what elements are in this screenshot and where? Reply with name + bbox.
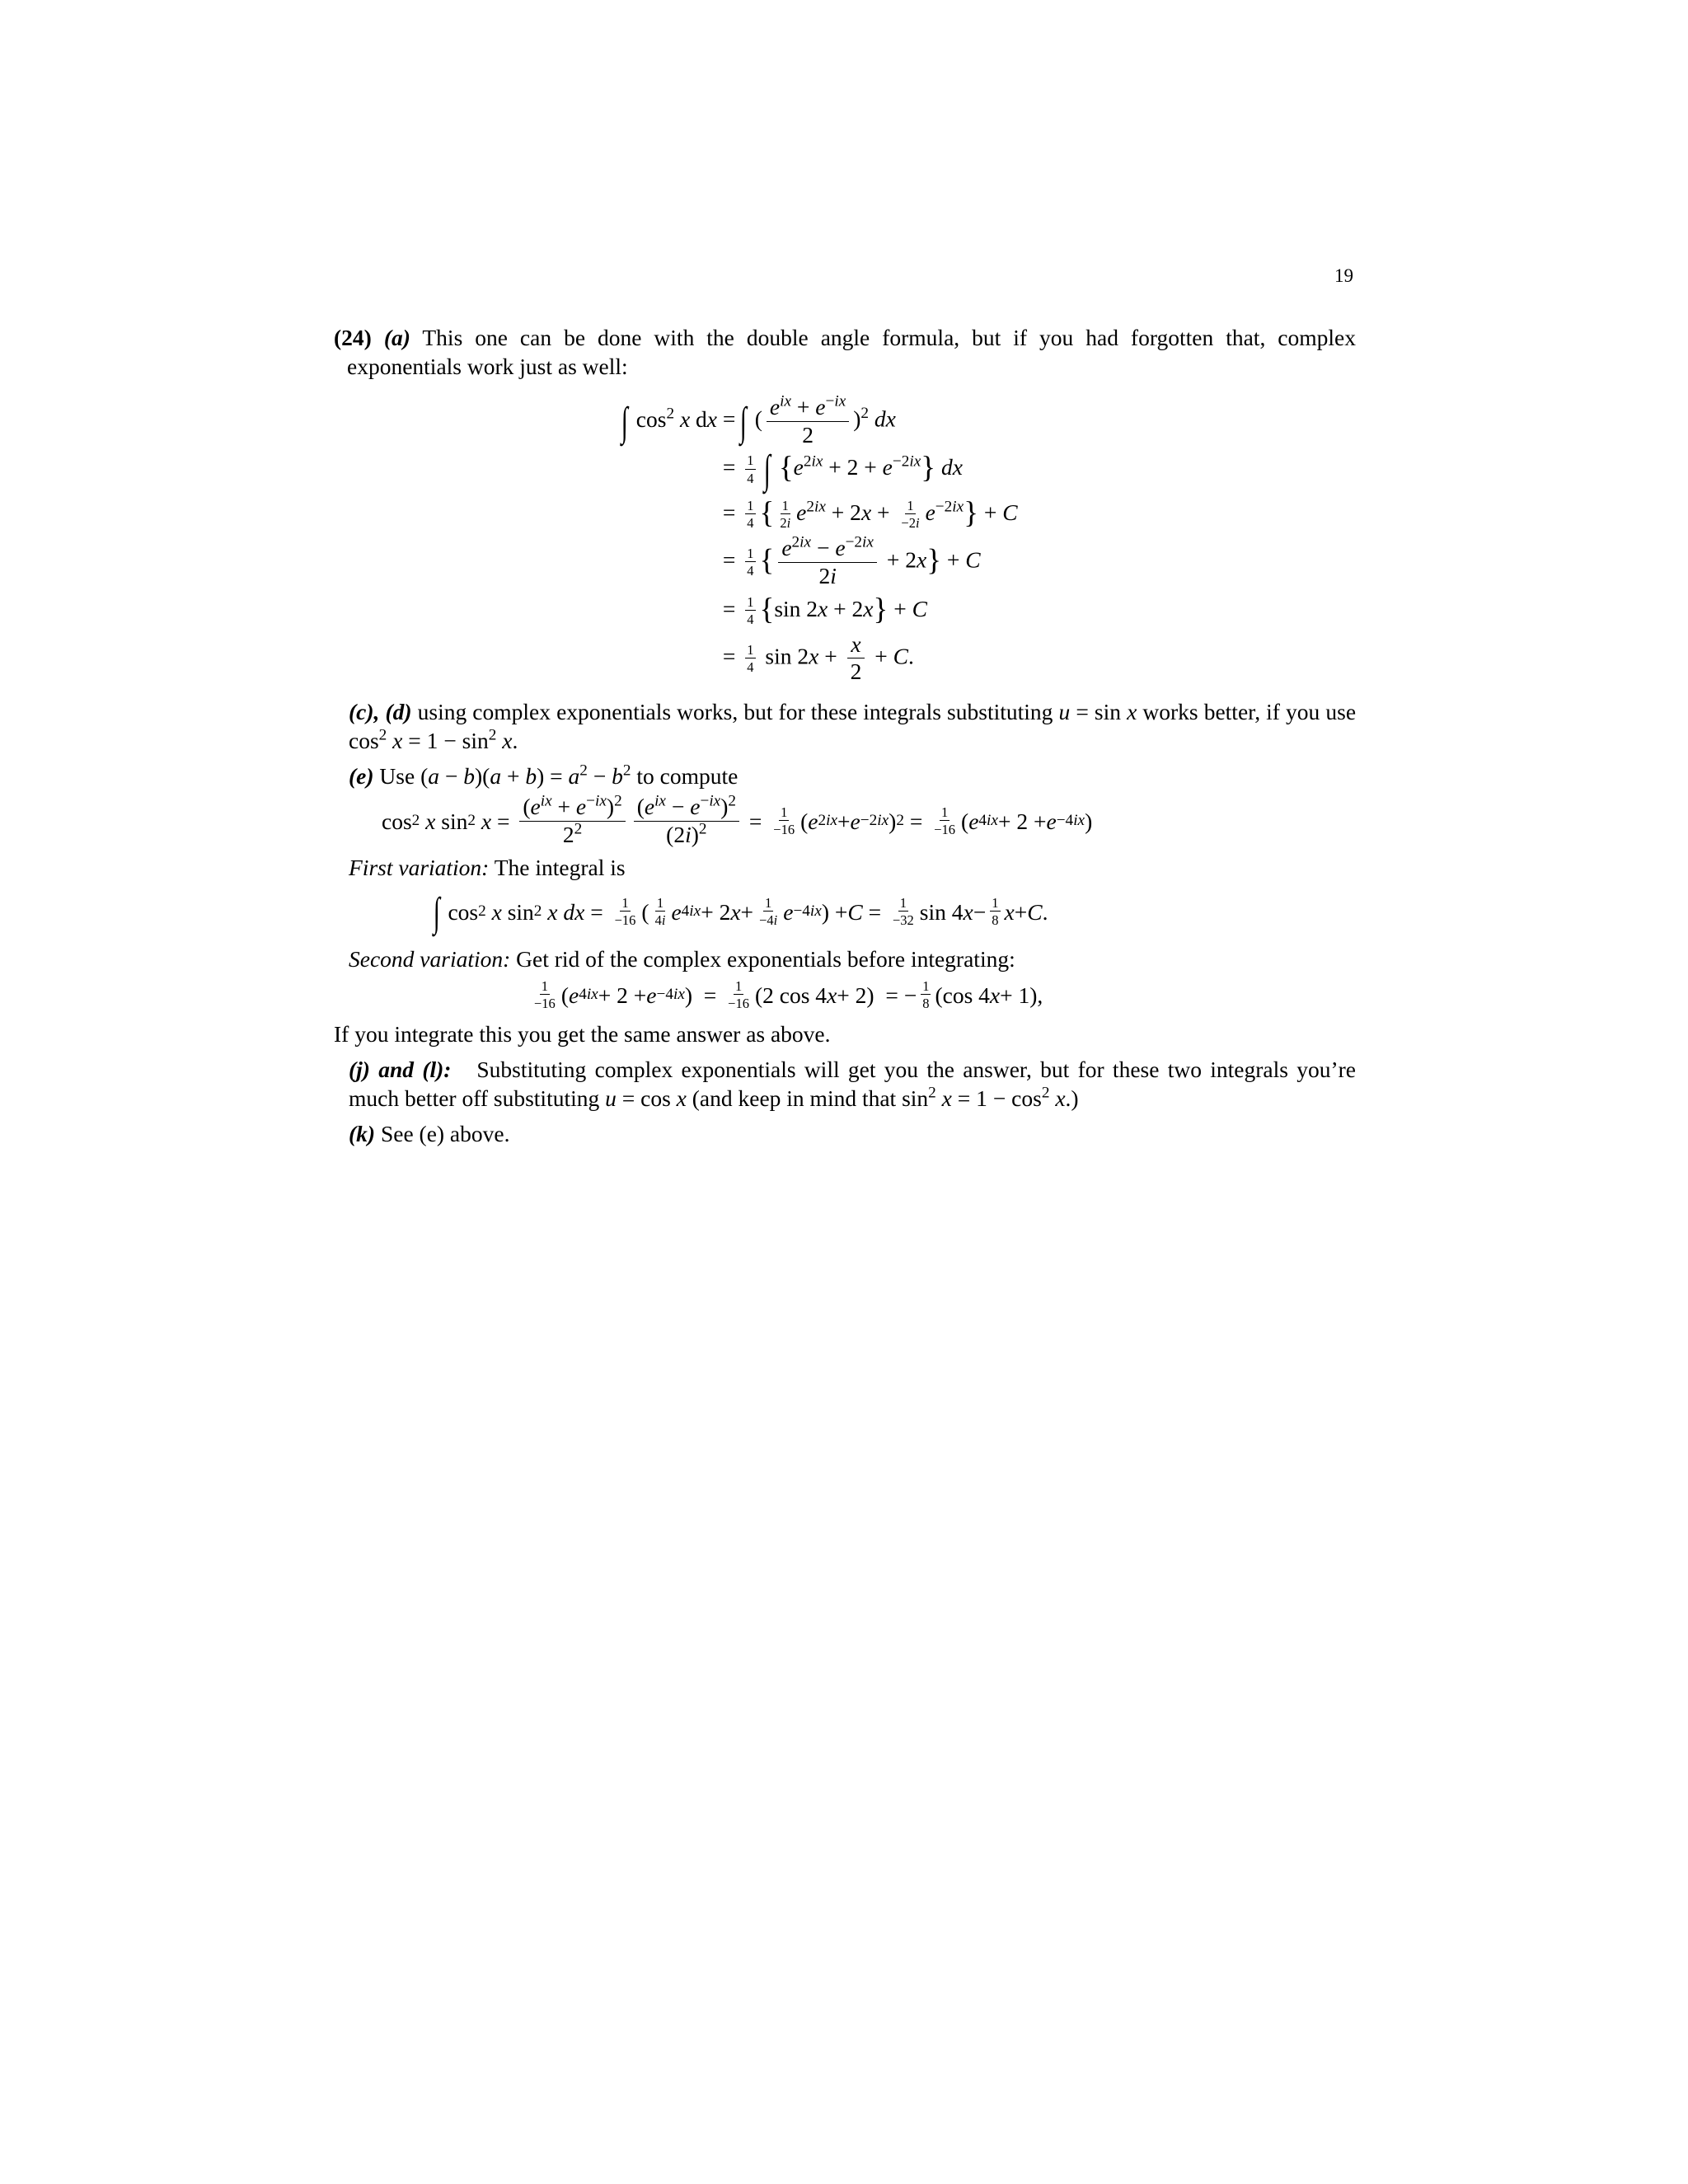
part-cd-label: (c), (d)	[349, 699, 412, 725]
first-variation	[349, 853, 1356, 882]
problem-number: (24)	[334, 325, 372, 350]
second-variation-equation: $\frac{1}{-16}$ ( e 4ix + 2 + e −4ix ) = $\frac{1}{-16}$ (2 cos 4 x + 2) = − $\frac{1}{8}$ (cos 4 x + 1),	[534, 977, 1043, 1012]
derivation-line-6: = $\frac{1}{4}$ sin 2x + $\frac{x}{2}$ + C.	[717, 630, 914, 685]
part-jl: (j) and (l): Substituting complex exponentials will get you the answer, but for these two integrals you’re much better off substituting u = cos x (and keep in mind that $\sin^2 x = 1 - \cos^2 x$.)	[349, 1057, 1357, 1112]
page-content	[334, 323, 1356, 1148]
part-e-product-equation: cos 2 x sin 2 x = $\frac{(e^{ix} + e^{-ix})^2}{2^2}$ $\frac{(e^{ix} - e^{-ix})^2}{(2i)^2}$ = $\frac{1}{-16}$ ( e 2ix + e −2ix ) 2 = $\frac{1}{-16}$ ( e 4ix + 2 + e −4ix )	[382, 792, 1093, 847]
second-variation-label: Second variation:	[349, 946, 511, 972]
part-jl-text-2: (and keep in mind that	[692, 1085, 897, 1112]
part-e-compute: to compute	[636, 763, 738, 790]
part-a-label: (a)	[383, 325, 410, 350]
second-variation-text: Get rid of the complex exponentials before integrating:	[516, 946, 1015, 972]
derivation-line-2: = $\frac{1}{4}$ ∫ $\{e^{2ix} + 2 + e^{-2ix}\}$ dx	[717, 447, 963, 492]
part-e-intro: (e) Use $(a - b)(a + b) = a^2 - b^2$ to compute	[349, 762, 738, 790]
part-cd-text-2: works better, if you use	[1142, 699, 1357, 725]
part-jl-text-1: Substituting complex exponentials will get you the answer, but for these two integrals you’re much better off substituting	[349, 1057, 1357, 1112]
second-variation	[349, 944, 1356, 973]
part-cd: (c), (d) using complex exponentials works, but for these integrals substituting u = sin x works better, if you use $\cos^2 x = 1 - \sin^2 x$.	[349, 699, 1357, 754]
part-k-label: (k)	[349, 1121, 376, 1147]
derivation-line-1: ∫ $\cos^2 x$ dx = ∫ ( $\frac{e^{ix} + e^{-ix}}{2}$ )$^2$ dx	[621, 392, 896, 448]
part-k-text: See (e) above.	[380, 1121, 510, 1147]
page-number: 19	[1334, 265, 1353, 286]
derivation-line-4: = $\frac{1}{4}$ { $\frac{e^{2ix} - e^{-2ix}}{2i}$ + 2x} + C	[717, 533, 981, 588]
part-k	[349, 1119, 1356, 1148]
part-e-use: Use	[379, 763, 415, 790]
part-jl-label: (j) and (l):	[349, 1057, 452, 1083]
cos-squared-derivation	[593, 392, 1356, 685]
first-variation-equation: ∫ cos 2 x sin 2 x dx = $\frac{1}{-16}$ ( $\frac{1}{4i}$ e 4ix + 2 x + $\frac{1}{-4i}$ e −4ix ) + C = $\frac{1}{-32}$ sin 4 x − $\frac{1}{8}$ x + C .	[433, 888, 1048, 935]
part-e-conclusion: If you integrate this you get the same answer as above.	[334, 1021, 831, 1047]
part-cd-text-1: using complex exponentials works, but for these integrals substituting	[417, 699, 1053, 725]
derivation-line-3: = $\frac{1}{4}$ { $\frac{1}{2i}$ $e^{2ix} + 2x$ + $\frac{1}{-2i}$ $e^{-2ix}\} + C$	[717, 495, 1018, 532]
part-a-intro	[334, 323, 1356, 381]
derivation-line-5: = $\frac{1}{4}$ {sin 2x + 2x} + C	[717, 592, 927, 628]
part-a-intro-text: This one can be done with the double angle formula, but if you had forgotten that, complex exponentials work just as well:	[347, 325, 1356, 379]
first-variation-text: The integral is	[494, 855, 626, 881]
part-e-label: (e)	[349, 763, 374, 790]
first-variation-label: First variation:	[349, 855, 490, 881]
